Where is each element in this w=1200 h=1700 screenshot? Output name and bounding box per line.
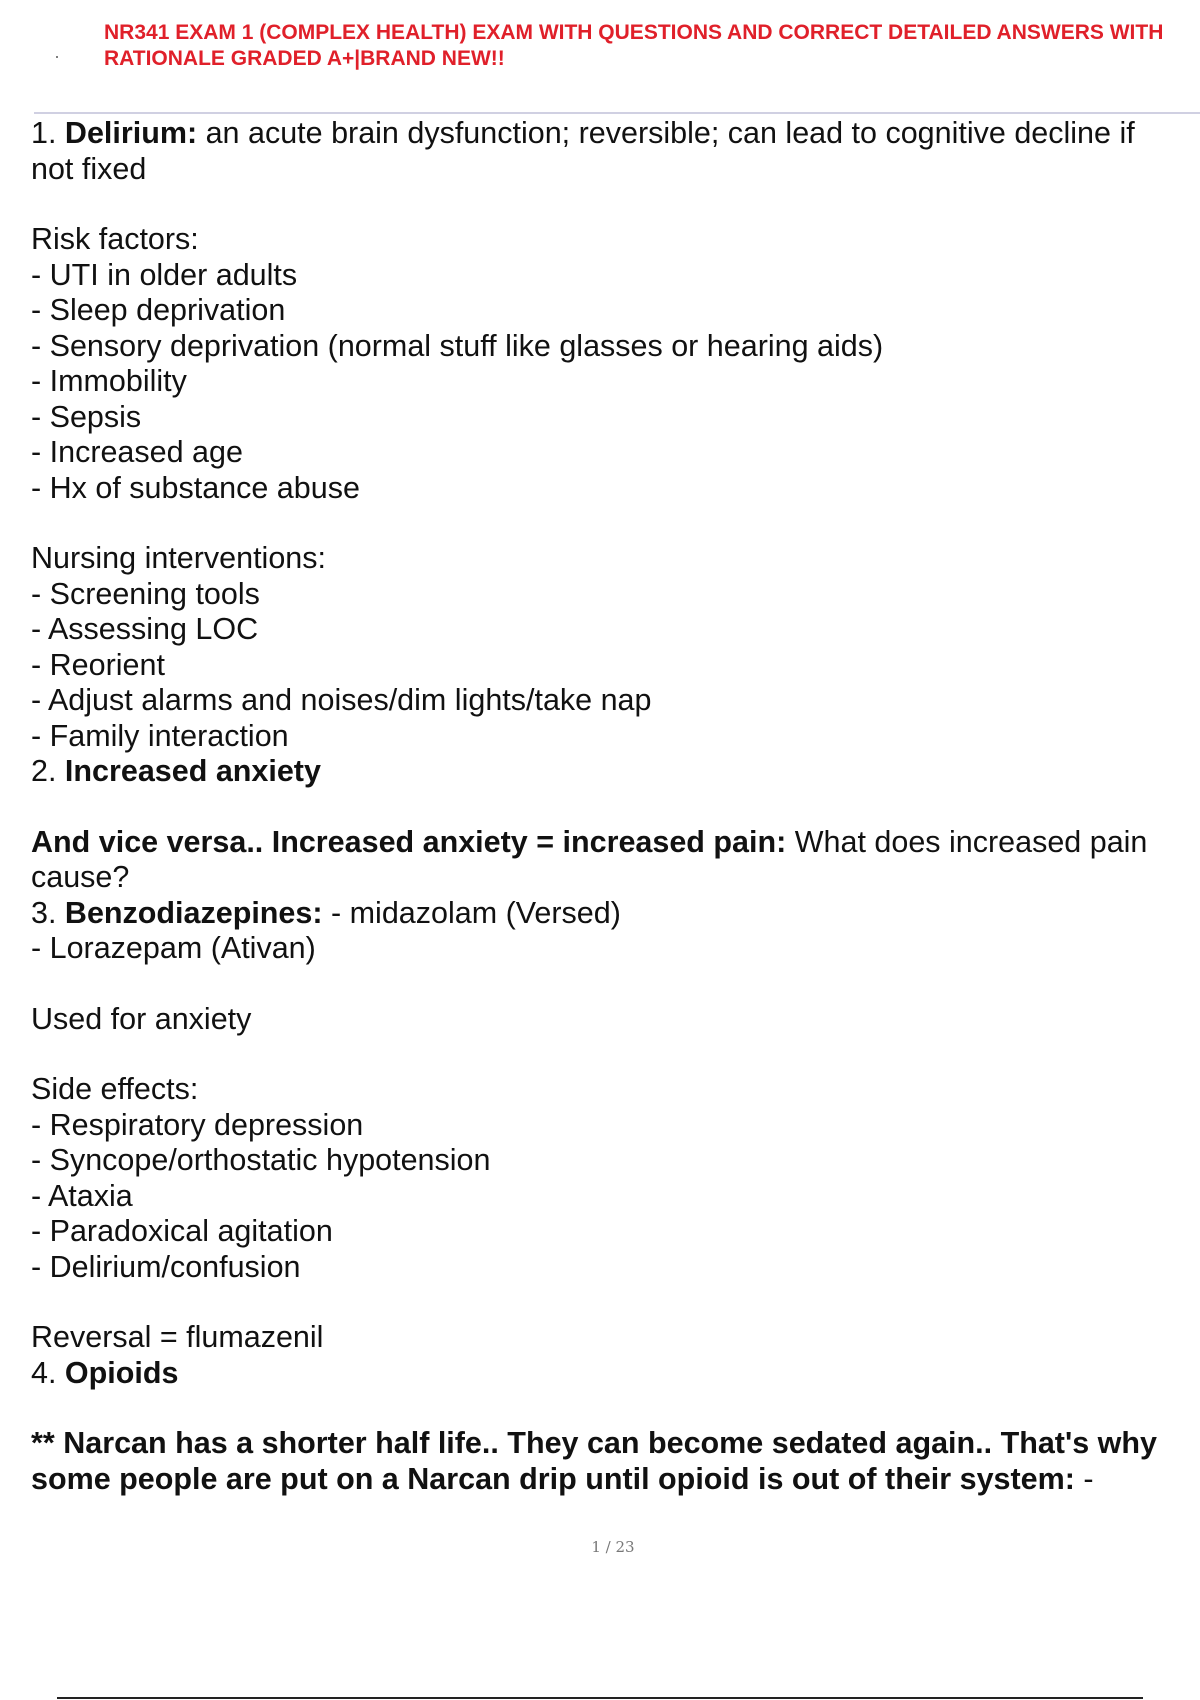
side-effect-item: - Respiratory depression bbox=[31, 1107, 364, 1142]
page-number: 1 / 23 bbox=[591, 1538, 635, 1556]
q3-term: Benzodiazepines: bbox=[64, 895, 323, 930]
q2-term-line bbox=[31, 754, 1200, 790]
q4-term-line bbox=[31, 1356, 1200, 1392]
q3-number: 3. bbox=[31, 895, 57, 930]
side-effect-item: - Ataxia bbox=[31, 1178, 133, 1213]
q2-answer-cont: cause? bbox=[31, 860, 130, 894]
q4-note-tail: - bbox=[1083, 1461, 1094, 1496]
risk-factor-item: - UTI in older adults bbox=[31, 257, 298, 292]
q3-drug-item: - midazolam (Versed) bbox=[331, 895, 621, 930]
q3-term-line bbox=[31, 896, 1200, 932]
risk-factor-item: - Immobility bbox=[31, 364, 187, 398]
risk-factor-item: - Sensory deprivation (normal stuff like glasses or hearing aids) bbox=[31, 328, 884, 363]
risk-factors-heading: Risk factors: bbox=[31, 222, 199, 256]
intervention-item: - Adjust alarms and noises/dim lights/take nap bbox=[31, 683, 652, 717]
q2-answer-line bbox=[31, 825, 1200, 861]
title-line-1: NR341 EXAM 1 (COMPLEX HEALTH) EXAM WITH QUESTIONS AND CORRECT DETAILED ANSWERS WITH bbox=[104, 21, 1164, 44]
q4-number: 4. bbox=[31, 1355, 57, 1390]
q1-number: 1. bbox=[31, 116, 57, 150]
q1-definition-cont: not fixed bbox=[31, 151, 147, 186]
risk-factor-item: - Increased age bbox=[31, 435, 243, 469]
title-line-2: RATIONALE GRADED A+|BRAND NEW!! bbox=[104, 47, 505, 70]
q3-drug-item: - Lorazepam (Ativan) bbox=[31, 931, 316, 965]
side-effect-item: - Paradoxical agitation bbox=[31, 1214, 333, 1248]
intervention-item: - Screening tools bbox=[31, 576, 260, 611]
q4-note-line-1 bbox=[31, 1426, 1200, 1462]
intervention-item: - Family interaction bbox=[31, 718, 289, 753]
side-effect-item: - Syncope/orthostatic hypotension bbox=[31, 1143, 491, 1177]
document-title bbox=[104, 20, 1200, 72]
side-effect-item: - Delirium/confusion bbox=[31, 1249, 301, 1284]
q1-term-line bbox=[31, 116, 1200, 152]
q2-answer-question: What does increased pain bbox=[794, 824, 1148, 859]
risk-factor-item: - Sleep deprivation bbox=[31, 293, 286, 327]
q1-definition: an acute brain dysfunction; reversible; can lead to cognitive decline if bbox=[205, 116, 1135, 150]
nursing-interventions-heading: Nursing interventions: bbox=[31, 541, 326, 575]
risk-factor-item: - Hx of substance abuse bbox=[31, 470, 360, 505]
q1-term: Delirium: bbox=[64, 116, 198, 150]
q3-reversal: Reversal = flumazenil bbox=[31, 1320, 324, 1354]
q4-note-line-2 bbox=[31, 1462, 1200, 1498]
q2-answer-bold: And vice versa.. Increased anxiety = increased pain: bbox=[31, 824, 787, 859]
q4-note-text: some people are put on a Narcan drip until opioid is out of their system: bbox=[31, 1461, 1075, 1496]
q2-term: Increased anxiety bbox=[64, 754, 321, 788]
title-divider bbox=[34, 112, 1200, 114]
intervention-item: - Assessing LOC bbox=[31, 612, 259, 646]
q4-term: Opioids bbox=[64, 1355, 179, 1390]
side-effects-heading: Side effects: bbox=[31, 1072, 199, 1106]
intervention-item: - Reorient bbox=[31, 647, 165, 682]
margin-dot bbox=[56, 56, 58, 58]
bottom-divider bbox=[57, 1697, 1143, 1699]
q4-note-text: ** Narcan has a shorter half life.. They can become sedated again.. That's why bbox=[31, 1426, 1157, 1460]
document-body bbox=[31, 116, 1200, 1497]
q3-use: Used for anxiety bbox=[31, 1001, 252, 1036]
risk-factor-item: - Sepsis bbox=[31, 399, 142, 434]
q2-number: 2. bbox=[31, 754, 57, 788]
